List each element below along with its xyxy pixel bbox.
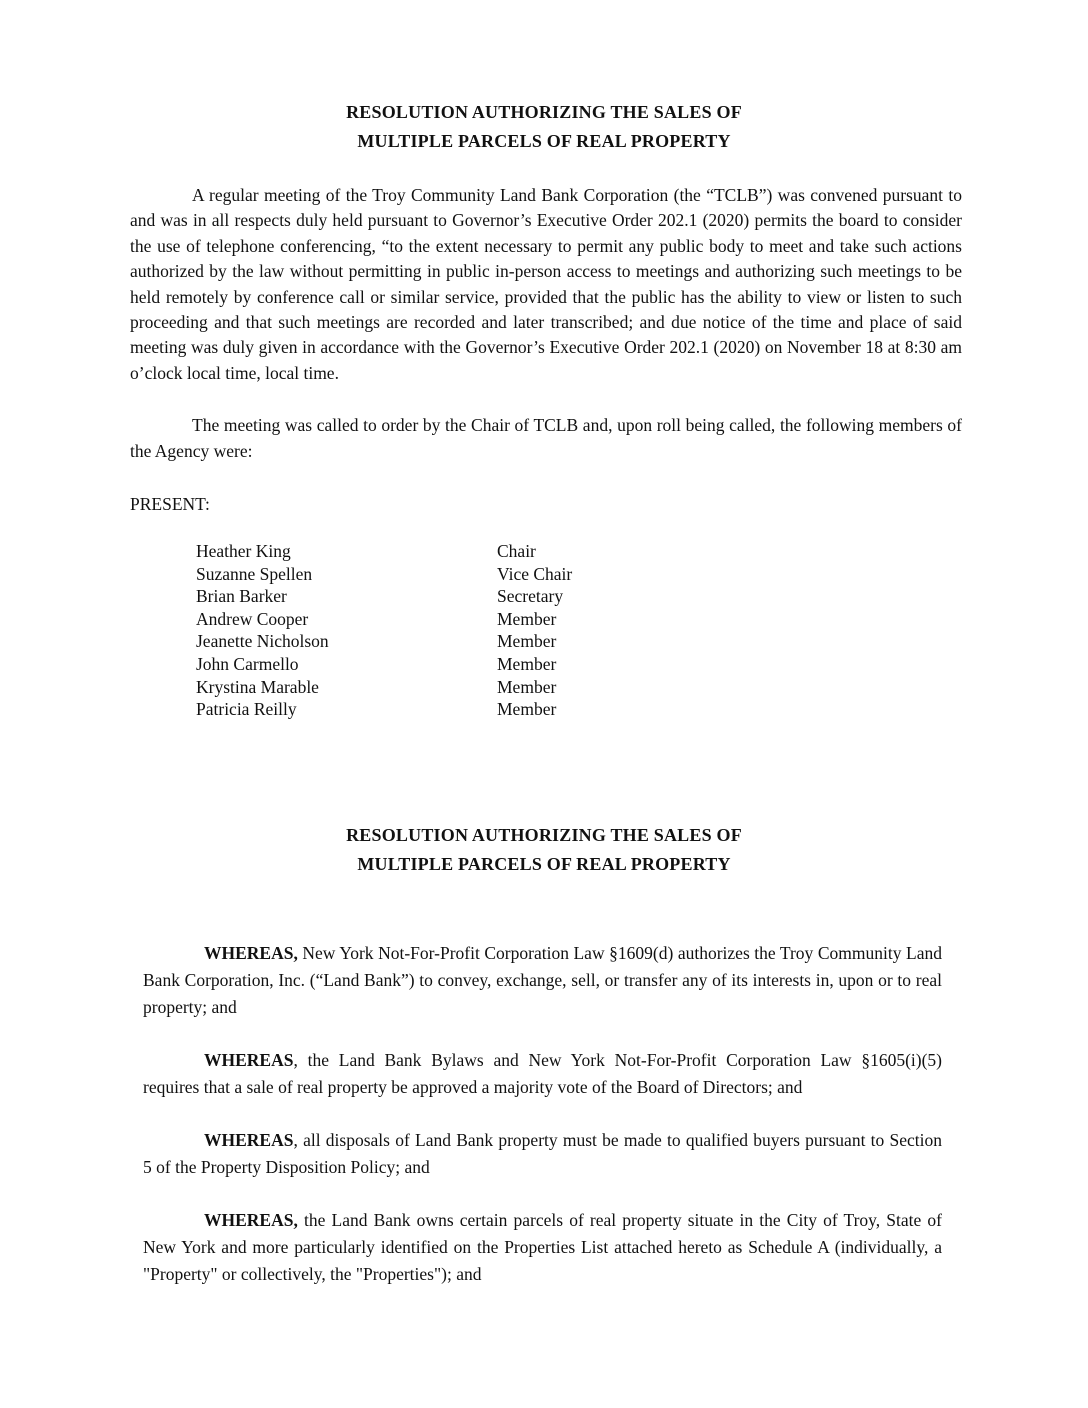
member-role: Member [497,699,557,720]
member-row [196,630,1088,653]
whereas-lead: WHEREAS [204,1129,294,1150]
member-row [196,608,1088,631]
document-title-line2: MULTIPLE PARCELS OF REAL PROPERTY [357,131,731,151]
member-role: Member [497,631,557,652]
member-name: Andrew Cooper [196,608,309,629]
member-row [196,698,1088,721]
whereas-lead: WHEREAS, [204,1209,298,1230]
meeting-convened-paragraph: A regular meeting of the Troy Community Land Bank Corporation (the “TCLB”) was convened pursuant to and was in all respects duly held pursuant to Governor’s Executive Order 202.1 (2020) permits the board to consider the use of telephone conferencing, “to the extent necessary to permit any public body to meet and take such actions authorized by the law without permitting in public in-person access to meetings and authorizing such meetings to be held remotely by conference call or similar service, provided that the public has the ability to view or listen to such proceeding and that such meetings are recorded and later transcribed; and due notice of the time and place of said meeting was duly given in accordance with the Governor’s Executive Order 202.1 (2020) on November 18 at 8:30 am o’clock local time, local time. [130,185,962,383]
member-row [196,653,1088,676]
member-role: Secretary [497,586,564,607]
whereas-section [0,940,1088,1288]
member-name: Heather King [196,541,291,562]
whereas-text: , the Land Bank Bylaws and New York Not-For-Profit Corporation Law §1605(i)(5) requires that a sale of real property be approved a majority vote of the Board of Directors; and [143,1049,942,1097]
member-role: Member [497,676,557,697]
whereas-paragraph-1 [143,940,942,1021]
member-row [196,585,1088,608]
whereas-paragraph-2 [143,1047,942,1101]
resolution-title [0,821,1088,879]
member-name: John Carmello [196,654,299,675]
member-role: Member [497,608,557,629]
member-role: Chair [497,541,536,562]
whereas-text: the Land Bank owns certain parcels of real property situate in the City of Troy, State of New York and more particularly identified on the Properties List attached hereto as Schedule A (individually, a "Property" or collectively, the "Properties"); and [143,1209,942,1284]
member-name: Patricia Reilly [196,699,297,720]
member-name: Suzanne Spellen [196,563,313,584]
member-name: Krystina Marable [196,676,319,697]
whereas-lead: WHEREAS, [204,942,298,963]
present-label: PRESENT: [130,494,210,515]
member-name: Jeanette Nicholson [196,631,329,652]
document-title [0,0,1088,156]
member-name: Brian Barker [196,586,287,607]
whereas-text: , all disposals of Land Bank property must be made to qualified buyers pursuant to Section 5 of the Property Disposition Policy; and [143,1129,942,1177]
member-row [196,540,1088,563]
whereas-paragraph-3 [143,1127,942,1181]
member-roll-list [196,540,1088,721]
whereas-paragraph-4 [143,1207,942,1288]
member-role: Member [497,654,557,675]
member-role: Vice Chair [497,563,573,584]
resolution-title-line1: RESOLUTION AUTHORIZING THE SALES OF [346,824,742,845]
whereas-lead: WHEREAS [204,1049,294,1070]
member-row [196,676,1088,699]
document-title-line1: RESOLUTION AUTHORIZING THE SALES OF [346,102,742,122]
resolution-title-line2: MULTIPLE PARCELS OF REAL PROPERTY [357,853,731,874]
member-row [196,563,1088,586]
call-to-order-paragraph: The meeting was called to order by the Chair of TCLB and, upon roll being called, the following members of the Agency were: [130,415,962,461]
whereas-text: New York Not-For-Profit Corporation Law §1609(d) authorizes the Troy Community Land Bank Corporation, Inc. (“Land Bank”) to convey, exchange, sell, or transfer any of its interests in, upon or to real property; and [143,942,942,1017]
